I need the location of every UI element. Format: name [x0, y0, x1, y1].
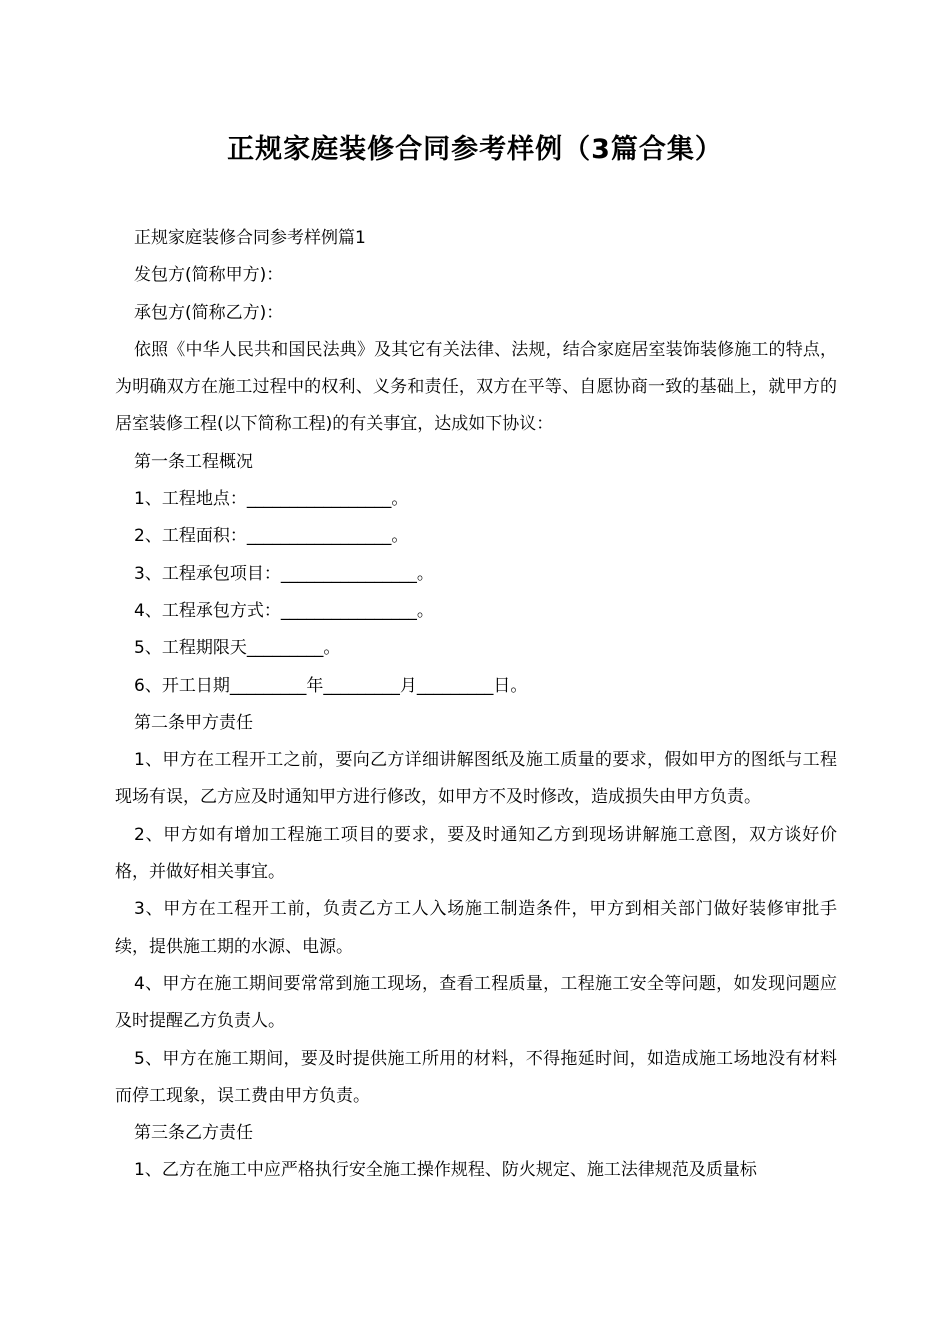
contract-heading: 正规家庭装修合同参考样例篇1 — [134, 228, 366, 248]
party-a-duty-4: 4、甲方在施工期间要常常到施工现场，查看工程质量，工程施工安全等问题，如发现问题应及时提醒乙方负责人。 — [115, 973, 837, 1032]
document-title: 正规家庭装修合同参考样例（3篇合集） — [227, 134, 723, 165]
article-2-heading: 第二条甲方责任 — [134, 712, 253, 733]
document-body — [115, 220, 837, 1190]
party-b-line: 承包方(简称乙方)： — [134, 302, 284, 323]
party-a-duty-5: 5、甲方在施工期间，要及时提供施工所用的材料，不得拖延时间，如造成施工场地没有材料而停工现象，误工费由甲方负责。 — [115, 1048, 837, 1106]
contract-method-field: 4、工程承包方式：________________。 — [134, 600, 434, 621]
article-1-heading: 第一条工程概况 — [134, 451, 253, 472]
party-b-duty-1: 1、乙方在施工中应严格执行安全施工操作规程、防火规定、施工法律规范及质量标 — [134, 1160, 757, 1181]
party-a-duty-2: 2、甲方如有增加工程施工项目的要求，要及时通知乙方到现场讲解施工意图，双方谈好价格，并做好相关事宜。 — [115, 824, 837, 883]
article-3-heading: 第三条乙方责任 — [134, 1123, 253, 1144]
project-location-field: 1、工程地点：_________________。 — [134, 489, 409, 510]
party-a-line: 发包方(简称甲方)： — [134, 265, 284, 286]
project-scope-field: 3、工程承包项目：________________。 — [134, 563, 434, 584]
preamble-paragraph: 依照《中华人民共和国民法典》及其它有关法律、法规，结合家庭居室装饰装修施工的特点，为明确双方在施工过程中的权利、义务和责任，双方在平等、自愿协商一致的基础上，就甲方的居室装修工程(以下简称工程)的有关事宜，达成如下协议： — [115, 339, 837, 435]
project-duration-field: 5、工程期限天_________。 — [134, 638, 341, 659]
party-a-duty-1: 1、甲方在工程开工之前，要向乙方详细讲解图纸及施工质量的要求，假如甲方的图纸与工程现场有误，乙方应及时通知甲方进行修改，如甲方不及时修改，造成损失由甲方负责。 — [115, 750, 837, 808]
start-date-field: 6、开工日期_________年_________月_________日。 — [134, 675, 528, 696]
party-a-duty-3: 3、甲方在工程开工前，负责乙方工人入场施工制造条件，甲方到相关部门做好装修审批手续，提供施工期的水源、电源。 — [115, 899, 837, 957]
project-area-field: 2、工程面积：_________________。 — [134, 526, 409, 547]
